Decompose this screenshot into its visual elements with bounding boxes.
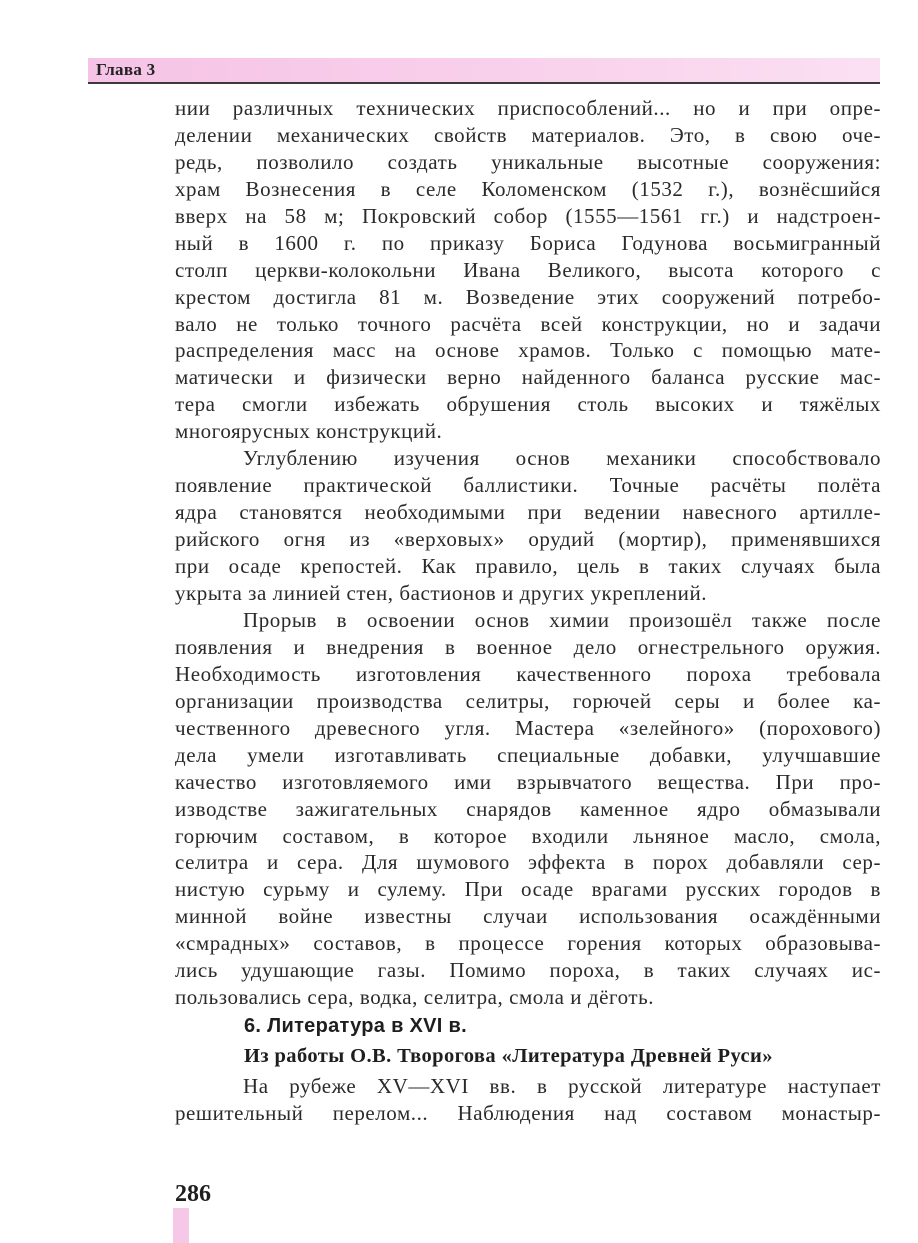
- text-line: «смрадных» составов, в процессе горения которых образовыва-: [175, 931, 881, 956]
- text-line: столп церкви-колокольни Ивана Великого, высота которого с: [175, 257, 881, 282]
- paragraph-chemistry: [175, 607, 881, 1011]
- text-line: рийского огня из «верховых» орудий (мортир), применявшихся: [175, 526, 881, 551]
- text-line: храм Вознесения в селе Коломенском (1532 г.), вознёсшийся: [175, 176, 881, 201]
- text-line: решительный перелом... Наблюдения над составом монастыр-: [175, 1100, 881, 1125]
- paragraph-mechanics: [175, 95, 881, 445]
- section-source-title: Из работы О.В. Творогова «Литература Древней Руси»: [244, 1045, 773, 1067]
- text-line: появление практической баллистики. Точные расчёты полёта: [175, 472, 881, 497]
- text-line: качество изготовляемого ими взрывчатого вещества. При про-: [175, 769, 881, 794]
- text-line: селитра и сера. Для шумового эффекта в порох добавляли сер-: [175, 850, 881, 875]
- paragraph-ballistics: [175, 445, 881, 607]
- chapter-label: Глава 3: [96, 60, 156, 79]
- text-line: матически и физически верно найденного баланса русские мас-: [175, 365, 881, 390]
- paragraph-literature: [175, 1073, 881, 1127]
- text-line: ядра становятся необходимыми при ведении навесного артилле-: [175, 499, 881, 524]
- text-line: распределения масс на основе храмов. Только с помощью мате-: [175, 338, 881, 363]
- section-heading: 6. Литература в XVI в.: [244, 1015, 467, 1037]
- text-line: изводстве зажигательных снарядов каменное ядро обмазывали: [175, 796, 881, 821]
- text-line: нистую сурьму и сулему. При осаде врагами русских городов в: [175, 877, 881, 902]
- text-line: укрыта за линией стен, бастионов и других укреплений.: [175, 580, 708, 605]
- text-line: вало не только точного расчёта всей конструкции, но и задачи: [175, 311, 881, 336]
- text-line: крестом достигла 81 м. Возведение этих сооружений потребо-: [175, 284, 881, 309]
- text-line: организации производства селитры, горючей серы и более ка-: [175, 688, 881, 713]
- text-line: редь, позволило создать уникальные высотные сооружения:: [175, 149, 881, 174]
- text-line: делении механических свойств материалов. Это, в свою оче-: [175, 122, 881, 147]
- text-line: многоярусных конструкций.: [175, 419, 443, 444]
- text-line: лись удушающие газы. Помимо пороха, в таких случаях ис-: [175, 958, 881, 983]
- text-line: тера смогли избежать обрушения столь высоких и тяжёлых: [175, 392, 881, 417]
- text-line: Прорыв в освоении основ химии произошёл также после: [243, 608, 881, 632]
- text-line: горючим составом, в которое входили льняное масло, смола,: [175, 823, 881, 848]
- text-line: вверх на 58 м; Покровский собор (1555—1561 гг.) и надстроен-: [175, 203, 881, 228]
- text-line: дела умели изготавливать специальные добавки, улучшавшие: [175, 742, 881, 767]
- text-line: пользовались сера, водка, селитра, смола и дёготь.: [175, 985, 655, 1010]
- text-line: Необходимость изготовления качественного пороха требовала: [175, 661, 881, 686]
- text-line: при осаде крепостей. Как правило, цель в таких случаях была: [175, 553, 881, 578]
- page-number: 286: [175, 1181, 211, 1207]
- text-line: ный в 1600 г. по приказу Бориса Годунова восьмигранный: [175, 230, 881, 255]
- text-line: минной войне известны случаи использования осаждёнными: [175, 904, 881, 929]
- text-line: Углублению изучения основ механики способствовало: [243, 446, 881, 470]
- margin-stripe: [173, 1208, 189, 1243]
- text-line: чественного древесного угля. Мастера «зелейного» (порохового): [175, 715, 881, 740]
- text-line: нии различных технических приспособлений... но и при опре-: [175, 96, 881, 120]
- text-line: появления и внедрения в военное дело огнестрельного оружия.: [175, 634, 881, 659]
- text-line: На рубеже XV—XVI вв. в русской литературе наступает: [243, 1074, 881, 1098]
- chapter-header-bar: [88, 58, 880, 84]
